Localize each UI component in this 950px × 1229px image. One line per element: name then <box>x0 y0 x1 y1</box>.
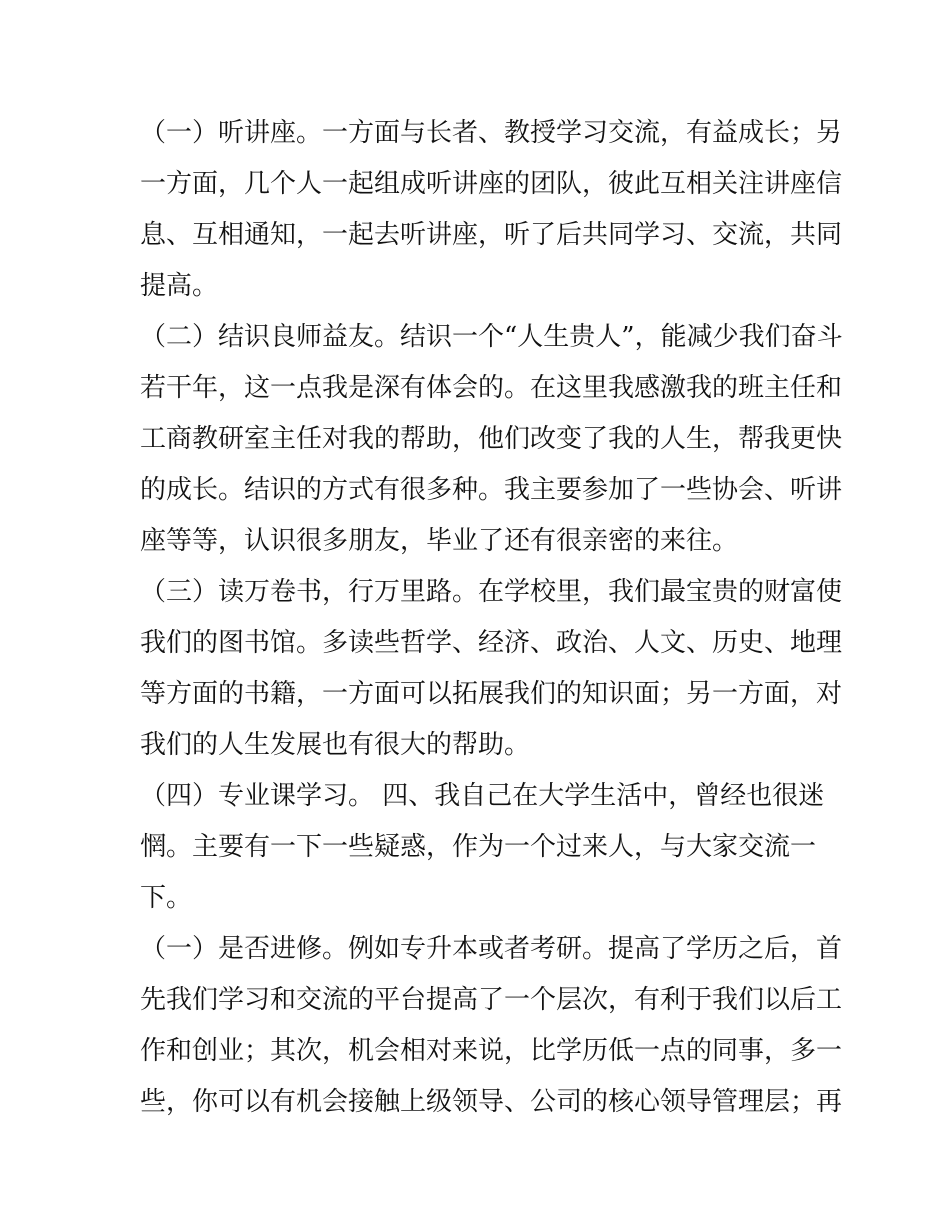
text-line: （三）读万卷书，行万里路。在学校里，我们最宝贵的财富使 <box>140 577 843 607</box>
text-line: 提高。 <box>140 271 219 301</box>
text-line: 下。 <box>140 883 193 913</box>
text-line: （一）听讲座。一方面与长者、教授学习交流，有益成长；另 <box>140 118 843 148</box>
text-line: （一）是否进修。例如专升本或者考研。提高了学历之后，首 <box>140 934 843 964</box>
text-line: 我们的人生发展也有很大的帮助。 <box>140 730 531 760</box>
paragraph-further-study <box>140 924 843 1128</box>
paragraph-listen-lectures <box>140 108 843 312</box>
paragraph-mentors-friends <box>140 312 843 567</box>
text-line: 惘。主要有一下一些疑惑，作为一个过来人，与大家交流一 <box>140 832 817 862</box>
text-line: 座等等，认识很多朋友，毕业了还有很亲密的来往。 <box>140 526 739 556</box>
text-line: 的成长。结识的方式有很多种。我主要参加了一些协会、听讲 <box>140 475 843 505</box>
text-line: 工商教研室主任对我的帮助，他们改变了我的人生，帮我更快 <box>140 424 843 454</box>
text-line: 一方面，几个人一起组成听讲座的团队，彼此互相关注讲座信 <box>140 169 843 199</box>
text-line: 若干年，这一点我是深有体会的。在这里我感激我的班主任和 <box>140 373 843 403</box>
document-body <box>140 108 843 1128</box>
text-line: （二）结识良师益友。结识一个“人生贵人”，能减少我们奋斗 <box>140 322 843 352</box>
text-line: 先我们学习和交流的平台提高了一个层次，有利于我们以后工 <box>140 985 843 1015</box>
text-line: 我们的图书馆。多读些哲学、经济、政治、人文、历史、地理 <box>140 628 843 658</box>
text-line: 些，你可以有机会接触上级领导、公司的核心领导管理层；再 <box>140 1087 843 1117</box>
text-line: 作和创业；其次，机会相对来说，比学历低一点的同事，多一 <box>140 1036 843 1066</box>
text-line: 息、互相通知，一起去听讲座，听了后共同学习、交流，共同 <box>140 220 843 250</box>
text-line: 等方面的书籍，一方面可以拓展我们的知识面；另一方面，对 <box>140 679 843 709</box>
paragraph-major-courses <box>140 771 825 924</box>
text-line: （四）专业课学习。 四、我自己在大学生活中，曾经也很迷 <box>140 781 825 811</box>
paragraph-read-travel <box>140 567 843 771</box>
